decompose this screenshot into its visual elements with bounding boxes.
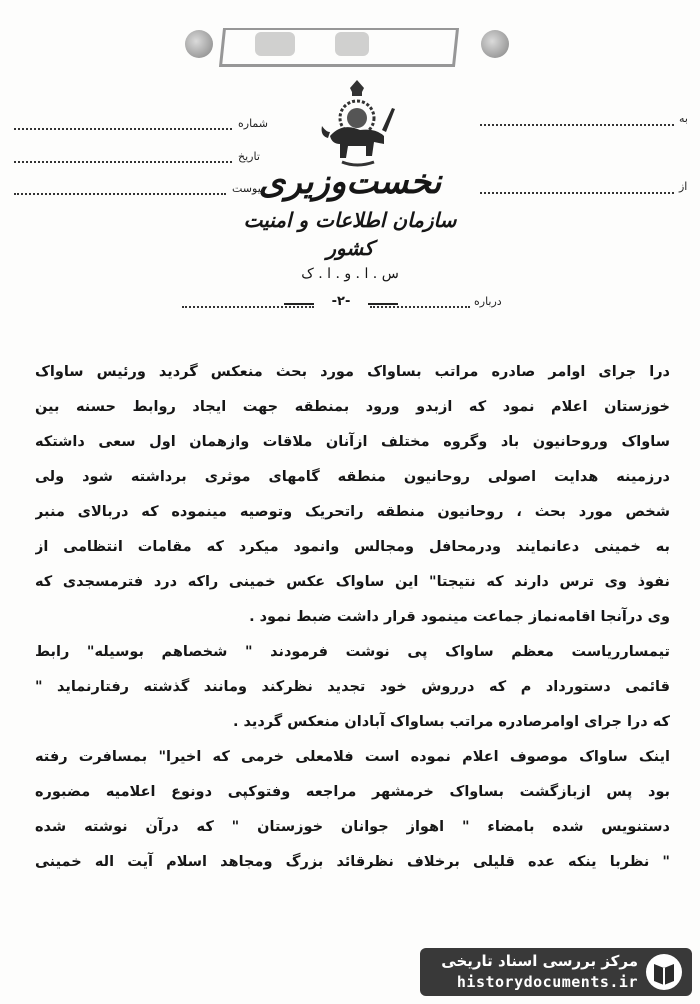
watermark-url: historydocuments.ir	[456, 973, 638, 991]
body-line: ساواک وروحانیون باد وگروه مختلف ازآنان ملاقات وازهمان اول سعی داشتکه	[35, 434, 670, 450]
date-label: تاریخ	[238, 150, 260, 163]
to-line	[480, 124, 674, 126]
to-label: به	[679, 112, 688, 125]
body-line: " نظربا ینکه عده قلیلی برخلاف نظرقائد بزرگ ومجاهد اسلام آیت اله خمینی	[35, 854, 670, 870]
from-label: از	[679, 180, 688, 193]
letterhead	[230, 160, 470, 284]
body-line: وی درآنجا اقامه‌نماز جماعت مینمود قرار داشت ضبط نمود .	[249, 609, 670, 625]
body-line: درزمینه هدایت اصولی روحانیون منطقه گامهای موثری برداشته شود ولی	[35, 469, 670, 485]
body-line: خوزستان اعلام نمود که ازبدو ورود بمنطقه جهت ایجاد روابط حسنه بین	[35, 399, 670, 415]
letterhead-title: نخست‌وزیری	[258, 162, 442, 202]
stamp-circle	[185, 30, 213, 58]
subject-line-left	[182, 306, 314, 308]
date-line	[14, 161, 232, 163]
top-stamp	[185, 22, 515, 74]
body-line: نفوذ وی ترس دارند که نتیجتا" این ساواک عکس خمینی راکه درد فترمسجدی که	[35, 574, 670, 590]
letter-body	[35, 355, 670, 880]
attachment-line	[14, 193, 226, 195]
subject-line-right	[370, 306, 470, 308]
page-number: -۲-	[316, 294, 366, 309]
watermark-badge	[420, 948, 692, 996]
body-line: به خمینی دعانمایند ودرمحافل ومجالس وانمود میکرد که مقامات انتظامی از	[35, 539, 670, 555]
number-label: شماره	[238, 117, 269, 130]
letterhead-code: س . ا . و . ا . ک	[301, 266, 399, 282]
subject-label: درباره	[474, 295, 502, 308]
number-line	[14, 128, 232, 130]
body-line: اینک ساواک موصوف اعلام نموده است فلامعلی خرمی که اخیرا" بمسافرت رفته	[35, 749, 670, 765]
stamp-blot	[335, 32, 369, 56]
body-line: درا جرای اوامر صادره مراتب بساواک مورد بحث منعکس گردید ورئیس ساواک	[35, 364, 670, 380]
body-line: که درا جرای اوامرصادره مراتب بساواک آبادان منعکس گردید .	[232, 714, 670, 730]
attachment-label: پیوست	[232, 182, 265, 195]
stamp-blot	[255, 32, 295, 56]
body-line: شخص مورد بحث ، روحانیون منطقه راتحریک وتوصیه مینموده که دربالای منبر	[35, 504, 670, 520]
body-line: قائمی دستورداد م که درروش خود تجدید نظرکند ومانند گذشته رفتارنماید "	[35, 679, 670, 695]
body-line: تیمسارریاست معظم ساواک پی نوشت فرمودند " شخصاهم بوسیله" رابط	[35, 644, 670, 660]
watermark-title: مرکز بررسی اسناد تاریخی	[441, 952, 638, 970]
body-line: بود پس ازبازگشت بساواک خرمشهر مراجعه وفتوکپی دونوع اعلامیه مضبوره	[35, 784, 670, 800]
stamp-circle	[481, 30, 509, 58]
archive-logo-icon	[644, 952, 684, 992]
letterhead-subtitle: سازمان اطلاعات و امنیت کشور	[243, 208, 457, 260]
lion-and-sun-emblem-icon	[312, 78, 402, 170]
body-line: دستنویس شده بامضاء " اهواز جوانان خوزستان " که درآن نوشته شده	[35, 819, 670, 835]
from-line	[480, 192, 674, 194]
